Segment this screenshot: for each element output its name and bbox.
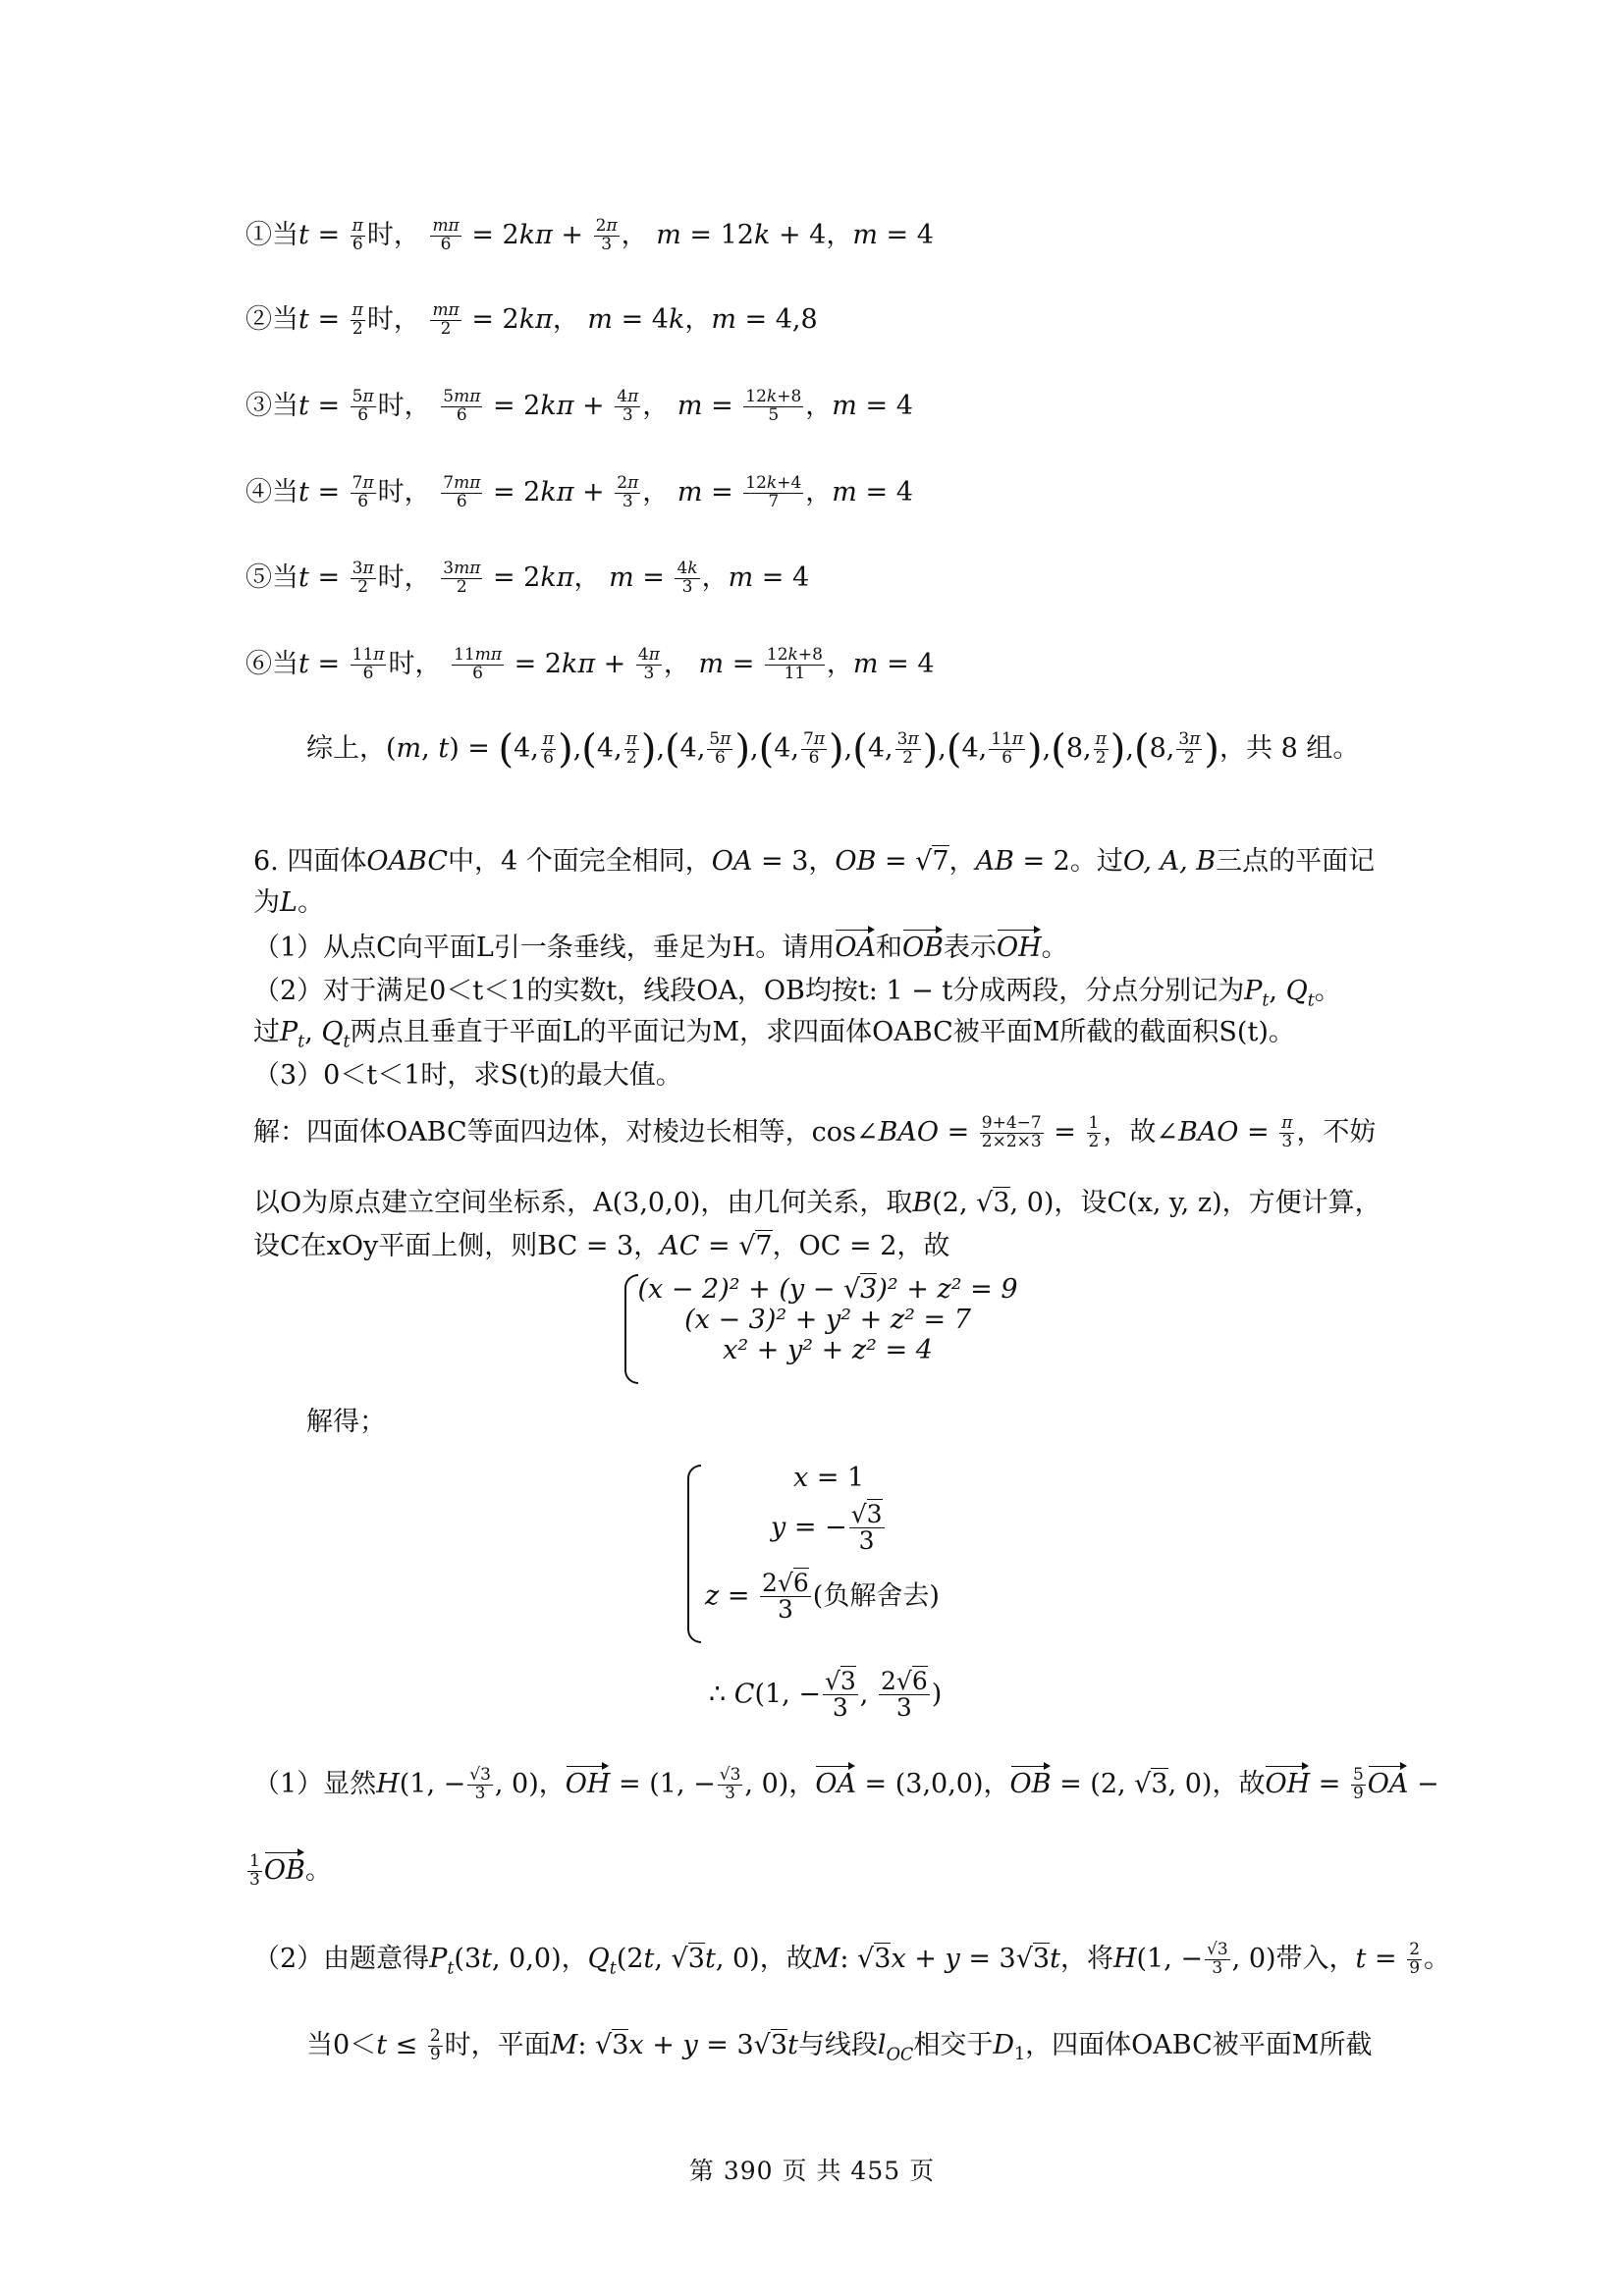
solution-line-2: 以O为原点建立空间坐标系，A(3,0,0)，由几何关系，取B(2, √3, 0)，设C(x, y, z)，方便计算， (253, 1188, 1381, 1218)
jiede-line: 解得； (306, 1407, 386, 1437)
c-coordinates: ∴ C(1, − $\frac{√3}{3}$ , $\frac{2√6}{3}$ ) (709, 1667, 943, 1723)
solution-y: y = − $\frac{√3}{3}$ (771, 1500, 883, 1556)
summary-line: 综上，(m, t) = (4, $\frac{\pi}{6}$ ),(4, $\frac{\pi}{2}$ ),(4, $\frac{5\pi}{6}$ ),(4, $\frac{7\pi}{6}$ ),(4, $\frac{3\pi}{2}$ ),(4, $\frac{11\pi}{6}$ ),(8, $\frac{\pi}{2}$ ),(8, $\frac{3\pi}{2}$ )，共 8 组。 (306, 726, 1360, 773)
solution-line-3: 设C在xOy平面上侧，则BC = 3，AC = √7，OC = 2，故 (253, 1231, 950, 1261)
question-2a: （2）对于满足0＜t＜1的实数t，线段OA，OB均按t: 1 − t分成两段，分点分别记为$P_t$, $Q_t$。 (253, 976, 1341, 1011)
solution-x: x = 1 (793, 1463, 865, 1493)
case-line-4: ④当t = $\frac{7\pi}{6}$ 时， $\frac{7m\pi}{6}$ = 2kπ + $\frac{2\pi}{3}$ ， m = $\frac{12k+4}{7}$ ，m = 4 (245, 473, 913, 511)
problem-intro-cont: 为L。 (253, 887, 324, 918)
problem-intro: 6. 四面体OABC中，4 个面完全相同，OA = 3，OB = √7，AB = 2。过O, A, B三点的平面记 (253, 846, 1376, 877)
solution-brace (687, 1465, 701, 1643)
equation-system: (x − 2)² + (y − √3)² + z² = 9 (x − 3)² + y² + z² = 7 x² + y² + z² = 4 (637, 1274, 1018, 1365)
part-1-cont: $\frac{1}{3}$ OB。 (249, 1851, 332, 1890)
case-marker: ①当 (245, 219, 298, 250)
solution-line-1: 解：四面体OABC等面四边体，对棱边长相等，cos∠BAO = $\frac{9+4-7}{2\times 2\times 3}$ = $\frac{1}{2}$ ，故∠BAO = $\frac{\pi}{3}$ ，不妨 (253, 1113, 1377, 1151)
page-footer: 第 390 页 共 455 页 (688, 2157, 936, 2185)
question-2b: 过$P_t$, $Q_t$两点且垂直于平面L的平面记为M，求四面体OABC被平面M所截的截面积S(t)。 (253, 1017, 1295, 1052)
part-2-case: 当0＜t ≤ $\frac{2}{9}$ 时，平面M: √3x + y = 3√3t与线段$l_{OC}$相交于$D_1$，四面体OABC被平面M所截 (306, 2026, 1373, 2065)
question-1: （1）从点C向平面L引一条垂线，垂足为H。请用OA和OB表示OH。 (253, 933, 1068, 963)
solution-z: z = $\frac{2√6}{3}$ (负解舍去) (705, 1569, 940, 1625)
case-line-2: ②当t = $\frac{\pi}{2}$ 时， $\frac{m\pi}{2}$ = 2kπ， m = 4k，m = 4,8 (245, 300, 818, 339)
case-line-3: ③当t = $\frac{5\pi}{6}$ 时， $\frac{5m\pi}{6}$ = 2kπ + $\frac{4\pi}{3}$ ， m = $\frac{12k+8}{5}$ ，m = 4 (245, 387, 913, 425)
part-1-line: （1）显然H(1, − $\frac{√3}{3}$ , 0)，OH = (1, − $\frac{√3}{3}$ , 0)，OA = (3,0,0)，OB = (2, √3, 0)，故OH = $\frac{5}{9}$ OA − (253, 1765, 1439, 1803)
part-2-line: （2）由题意得$P_t(3t$, 0,0)，$Q_t(2t$, √3t, 0)，故M: √3x + y = 3√3t，将H(1, − $\frac{√3}{3}$ , 0)带入，t = $\frac{2}{9}$ 。 (253, 1940, 1451, 1979)
case-line-1: ①当t = $\frac{\pi}{6}$ 时， $\frac{m\pi}{6}$ = 2kπ + $\frac{2\pi}{3}$ ， m = 12k + 4，m = 4 (245, 216, 934, 254)
case-line-5: ⑤当t = $\frac{3\pi}{2}$ 时， $\frac{3m\pi}{2}$ = 2kπ， m = $\frac{4k}{3}$ ，m = 4 (245, 559, 810, 597)
case-line-6: ⑥当t = $\frac{11\pi}{6}$ 时， $\frac{11m\pi}{6}$ = 2kπ + $\frac{4\pi}{3}$ ， m = $\frac{12k+8}{11}$ ，m = 4 (245, 645, 935, 683)
question-3: （3）0＜t＜1时，求S(t)的最大值。 (253, 1060, 682, 1091)
